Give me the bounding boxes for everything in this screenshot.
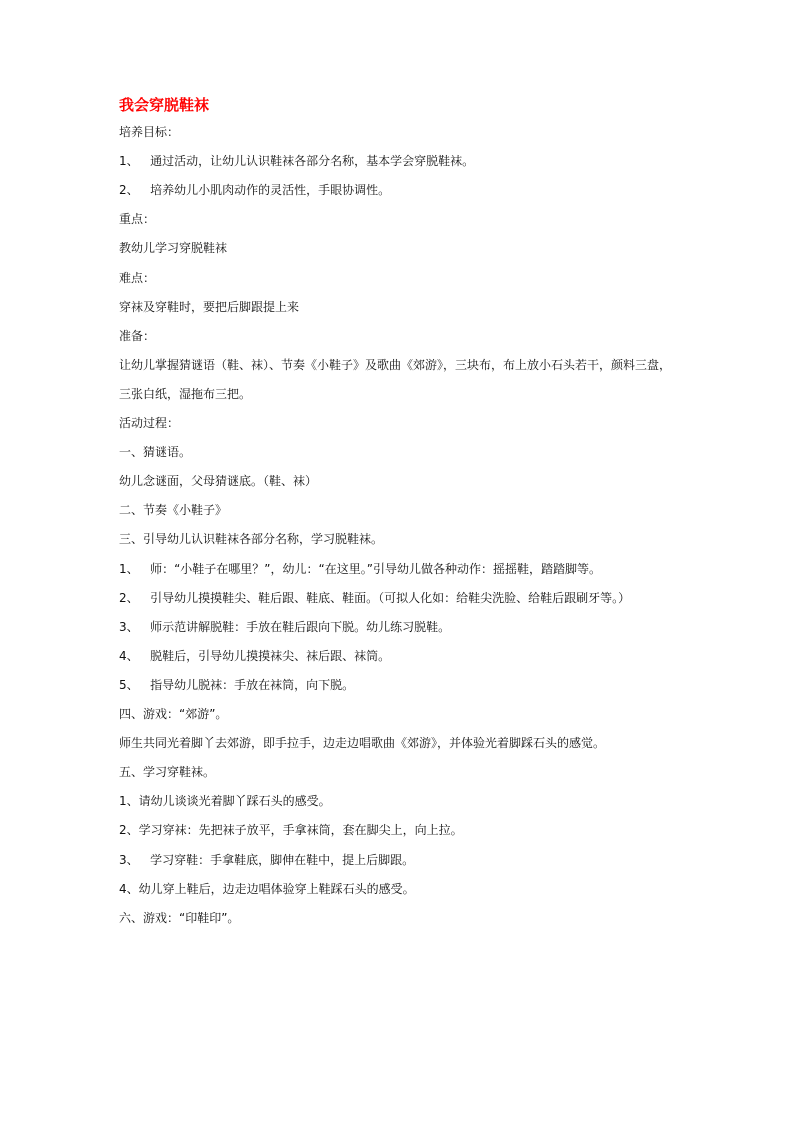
document-line: 六、游戏：“印鞋印”。 (119, 910, 240, 925)
document-line: 2、学习穿袜：先把袜子放平，手拿袜筒，套在脚尖上，向上拉。 (119, 823, 463, 838)
document-line: 1、 通过活动，让幼儿认识鞋袜各部分名称，基本学会穿脱鞋袜。 (119, 154, 475, 169)
document-line: 一、猜谜语。 (119, 445, 192, 460)
document-line: 1、请幼儿谈谈光着脚丫踩石头的感受。 (119, 794, 331, 809)
document-title: 我会穿脱鞋袜 (119, 96, 210, 114)
document-line: 教幼儿学习穿脱鞋袜 (119, 241, 228, 256)
document-line: 2、 培养幼儿小肌肉动作的灵活性，手眼协调性。 (119, 183, 391, 198)
document-line: 4、 脱鞋后，引导幼儿摸摸袜尖、袜后跟、袜筒。 (119, 648, 391, 663)
document-line: 四、游戏：“郊游”。 (119, 707, 228, 721)
document-line: 三、引导幼儿认识鞋袜各部分名称，学习脱鞋袜。 (119, 532, 384, 547)
document-line: 师生共同光着脚丫去郊游，即手拉手，边走边唱歌曲《郊游》，并体验光着脚踩石头的感觉。 (119, 736, 606, 751)
document-line: 3、 学习穿鞋：手拿鞋底，脚伸在鞋中，提上后脚跟。 (119, 852, 415, 867)
document-line: 二、节奏《小鞋子》 (119, 503, 228, 518)
document-line: 三张白纸，湿拖布三把。 (119, 386, 252, 401)
document-line: 幼儿念谜面，父母猜谜底。（鞋、袜） (119, 474, 318, 489)
document-line: 2、 引导幼儿摸摸鞋尖、鞋后跟、鞋底、鞋面。（可拟人化如：给鞋尖洗脸、给鞋后跟刷牙等。） (119, 590, 631, 605)
document-line: 活动过程： (119, 416, 180, 430)
document-line: 1、 师：“小鞋子在哪里？”，幼儿：“在这里。”引导幼儿做各种动作：摇摇鞋，踏踏脚等。 (119, 561, 601, 576)
document-line: 穿袜及穿鞋时，要把后脚跟提上来 (119, 299, 300, 314)
document-line: 难点： (119, 270, 156, 285)
document-line: 重点： (119, 212, 156, 227)
document-line: 4、幼儿穿上鞋后，边走边唱体验穿上鞋踩石头的感受。 (119, 881, 415, 896)
document-line: 3、 师示范讲解脱鞋：手放在鞋后跟向下脱。幼儿练习脱鞋。 (119, 619, 451, 634)
document-line: 让幼儿掌握猜谜语（鞋、袜）、节奏《小鞋子》及歌曲《郊游》，三块布，布上放小石头若干，颜料三盘， (119, 357, 672, 372)
document-line: 培养目标： (119, 125, 180, 139)
document-line: 准备： (119, 328, 156, 343)
document-line: 五、学习穿鞋袜。 (119, 765, 216, 780)
document-line: 5、 指导幼儿脱袜：手放在袜筒，向下脱。 (119, 677, 355, 692)
